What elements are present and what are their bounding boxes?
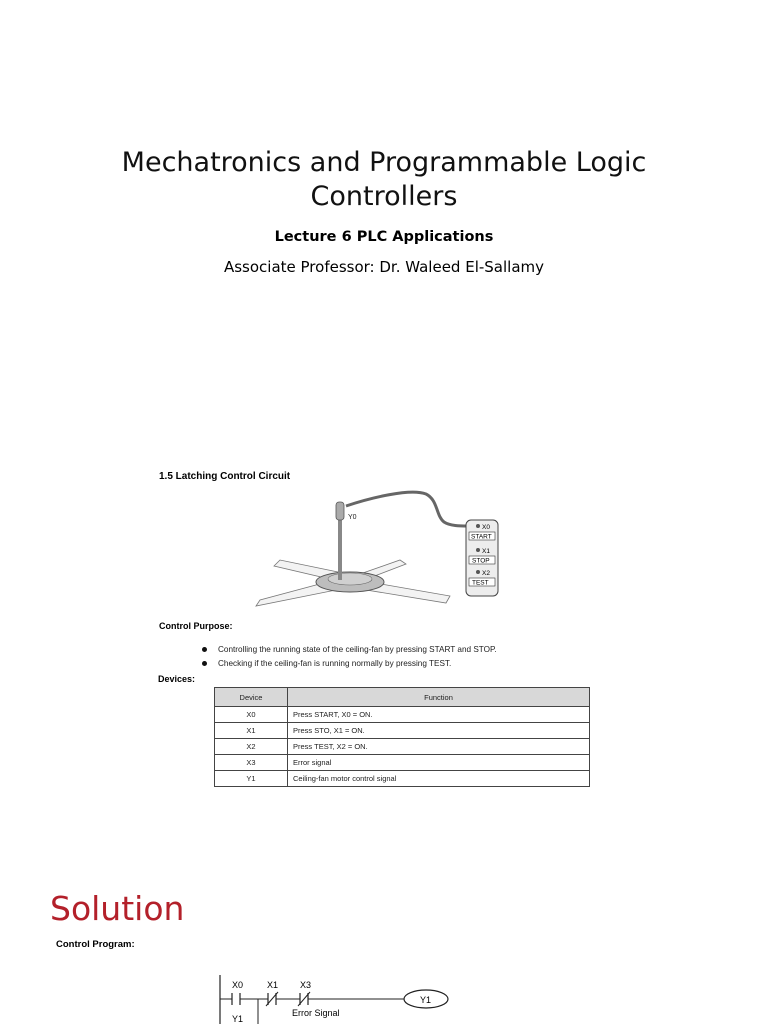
function-cell: Press STO, X1 = ON. bbox=[288, 723, 590, 739]
slide-title-line-1: Mechatronics and Programmable Logic bbox=[121, 147, 647, 178]
error-signal-note: Error Signal bbox=[292, 1008, 340, 1018]
device-cell: X3 bbox=[215, 755, 288, 771]
column-header: Function bbox=[288, 688, 590, 707]
devices-heading: Devices: bbox=[158, 674, 196, 684]
section-heading: 1.5 Latching Control Circuit bbox=[159, 471, 291, 482]
device-cell: X1 bbox=[215, 723, 288, 739]
function-cell: Ceiling-fan motor control signal bbox=[288, 771, 590, 787]
function-cell: Error signal bbox=[288, 755, 590, 771]
branch-contact-label: Y1 bbox=[232, 1014, 244, 1024]
table-row bbox=[215, 755, 590, 771]
test-address: X2 bbox=[482, 570, 490, 577]
contact-x1-label: X1 bbox=[267, 980, 279, 990]
start-label: START bbox=[471, 533, 492, 541]
contact-x0-label: X0 bbox=[232, 980, 244, 990]
fan-cable bbox=[346, 492, 468, 526]
purpose-item: Controlling the running state of the ceiling-fan by pressing START and STOP. bbox=[200, 643, 497, 657]
control-program-label: Control Program: bbox=[56, 939, 135, 950]
coil-y1-label: Y1 bbox=[420, 995, 432, 1005]
table-header-row bbox=[215, 688, 590, 707]
contact-x3-label: X3 bbox=[300, 980, 312, 990]
table-row bbox=[215, 739, 590, 755]
slide-title bbox=[0, 146, 768, 214]
ladder-diagram bbox=[212, 975, 462, 1024]
contact-x3 bbox=[298, 980, 311, 1006]
table-row bbox=[215, 723, 590, 739]
fan-output-label: Y0 bbox=[348, 514, 357, 521]
table-row bbox=[215, 707, 590, 723]
device-cell: X2 bbox=[215, 739, 288, 755]
test-label: TEST bbox=[472, 579, 489, 587]
device-cell: X0 bbox=[215, 707, 288, 723]
lecture-subtitle: Lecture 6 PLC Applications bbox=[274, 229, 494, 245]
coil-y1 bbox=[404, 990, 448, 1008]
start-address: X0 bbox=[482, 524, 490, 531]
purpose-item: Checking if the ceiling-fan is running normally by pressing TEST. bbox=[200, 657, 497, 671]
ceiling-fan-illustration bbox=[250, 488, 510, 610]
contact-x1 bbox=[266, 980, 278, 1006]
function-cell: Press TEST, X2 = ON. bbox=[288, 739, 590, 755]
devices-table bbox=[214, 687, 590, 787]
stop-label: STOP bbox=[472, 557, 490, 565]
column-header: Device bbox=[215, 688, 288, 707]
table-row bbox=[215, 771, 590, 787]
solution-heading: Solution bbox=[50, 889, 185, 928]
function-cell: Press START, X0 = ON. bbox=[288, 707, 590, 723]
device-cell: Y1 bbox=[215, 771, 288, 787]
contact-x0 bbox=[232, 980, 243, 1005]
stop-address: X1 bbox=[482, 548, 490, 555]
control-purpose-heading: Control Purpose: bbox=[159, 621, 233, 631]
author-line: Associate Professor: Dr. Waleed El-Sallamy bbox=[223, 258, 545, 276]
slide-title-line-2: Controllers bbox=[310, 181, 458, 212]
purpose-list bbox=[200, 643, 497, 671]
